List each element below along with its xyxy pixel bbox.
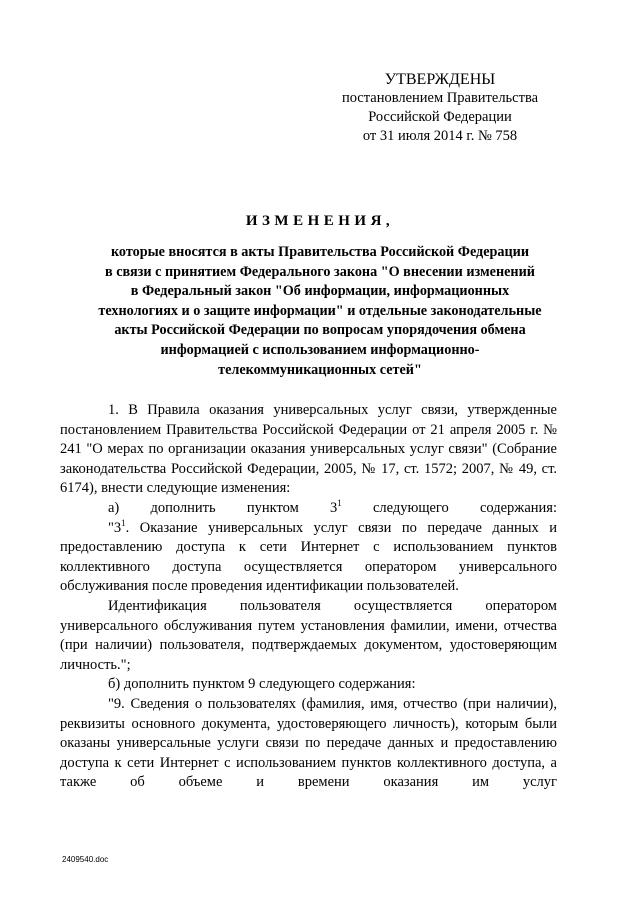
- superscript: 1: [337, 497, 342, 508]
- paragraph-text: а) дополнить пунктом 3: [108, 499, 338, 516]
- paragraph-identification: Идентификация пользователя осуществляется оператором универсального обслуживания путем установления фамилии, имени, отчества (при наличии) пользователя, подтверждаемых документом, удостоверяющим личность.";: [60, 597, 557, 673]
- paragraph-item-1b: б) дополнить пунктом 9 следующего содержания:: [108, 676, 416, 693]
- subtitle-line: технологиях и о защите информации" и отдельные законодательные: [98, 302, 542, 319]
- paragraph-point-3-1: [60, 519, 557, 597]
- paragraph-item-1: 1. В Правила оказания универсальных услуг связи, утвержденные постановлением Правительства Российской Федерации от 21 апреля 2005 г. № 241 "О мерах по организации оказания универсальных услуг связи" (Собрание законодательства Российской Федерации, 2005, № 17, ст. 1572; 2007, № 49, ст. 6174), внести следующие изменения:: [60, 402, 557, 497]
- approval-block: [340, 70, 540, 146]
- document-body: [60, 401, 557, 793]
- subtitle-line: в связи с принятием Федерального закона "О внесении изменений: [105, 263, 535, 280]
- paragraph-text: "3: [108, 519, 122, 536]
- approval-line-government: Российской Федерации: [368, 109, 512, 125]
- approval-line-date-number: от 31 июля 2014 г. № 758: [362, 128, 518, 144]
- paragraph-text: . Оказание универсальных услуг связи по передаче данных и предоставлению доступа к сети Интернет с использованием пунктов коллективного доступа осуществляется оператором универсального обслуживания после проведения идентификации пользователей.: [60, 519, 557, 595]
- paragraph-point-9: "9. Сведения о пользователях (фамилия, имя, отчество (при наличии), реквизиты основного документа, удостоверяющего личность), которым были оказаны универсальные услуги связи по передаче данных и предоставлению доступа к сети Интернет с использованием пунктов коллективного доступа, а также об объеме и времени оказания им услуг: [60, 695, 557, 791]
- file-name-footer: 2409540.doc: [62, 855, 109, 864]
- subtitle-line: акты Российской Федерации по вопросам упорядочения обмена: [114, 322, 526, 339]
- document-subtitle: [70, 243, 570, 380]
- subtitle-line: телекоммуникационных сетей": [218, 361, 422, 378]
- superscript: 1: [121, 517, 126, 528]
- approval-stamp-title: УТВЕРЖДЕНЫ: [384, 71, 496, 88]
- paragraph-text: следующего содержания:: [341, 499, 557, 516]
- subtitle-line: в Федеральный закон "Об информации, информационных: [130, 283, 510, 300]
- subtitle-line: которые вносятся в акты Правительства Российской Федерации: [110, 244, 530, 260]
- approval-line-resolution: постановлением Правительства: [341, 90, 539, 106]
- document-title: ИЗМЕНЕНИЯ,: [245, 213, 395, 229]
- paragraph-item-1a: [60, 499, 557, 519]
- subtitle-line: информацией с использованием информационно-: [160, 341, 480, 358]
